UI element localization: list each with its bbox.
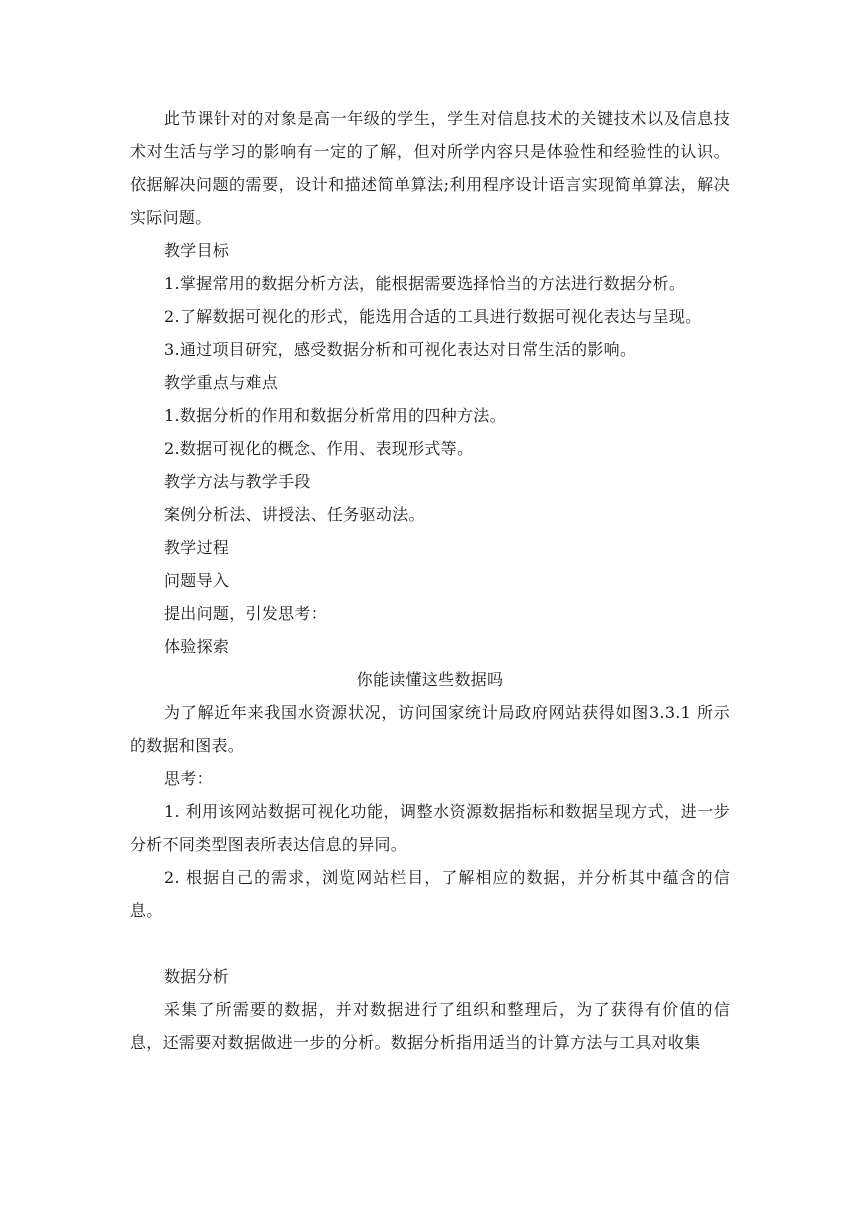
intro-question-text: 提出问题，引发思考：: [164, 604, 328, 623]
keypoint-item-2: 2.数据可视化的概念、作用、表现形式等。: [164, 439, 474, 458]
blank-line: [130, 927, 730, 960]
goals-heading: 教学目标: [164, 241, 230, 260]
analysis-text: 采集了所需要的数据，并对数据进行了组织和整理后，为了获得有价值的信息，还需要对数据做进一步的分析。数据分析指用适当的计算方法与工具对收集: [130, 1000, 730, 1052]
think-heading: 思考：: [164, 769, 213, 788]
think-item-1: 1. 利用该网站数据可视化功能，调整水资源数据指标和数据呈现方式，进一步分析不同类型图表所表达信息的异同。: [130, 802, 730, 854]
think-item-2: 2. 根据自己的需求，浏览网站栏目，了解相应的数据，并分析其中蕴含的信息。: [130, 868, 730, 920]
intro-question-heading: 问题导入: [164, 571, 230, 590]
explore-text: 为了解近年来我国水资源状况，访问国家统计局政府网站获得如图3.3.1 所示的数据和图表。: [130, 703, 730, 755]
explore-heading: 体验探索: [164, 637, 230, 656]
goal-item-1: 1.掌握常用的数据分析方法，能根据需要选择恰当的方法进行数据分析。: [164, 274, 686, 293]
methods-text: 案例分析法、讲授法、任务驱动法。: [164, 505, 425, 524]
keypoint-item-1: 1.数据分析的作用和数据分析常用的四种方法。: [164, 406, 506, 425]
goal-item-3: 3.通过项目研究，感受数据分析和可视化表达对日常生活的影响。: [164, 340, 637, 359]
explore-title: 你能读懂这些数据吗: [356, 670, 504, 689]
methods-heading: 教学方法与教学手段: [164, 472, 311, 491]
document-body: [130, 102, 730, 1059]
keypoints-heading: 教学重点与难点: [164, 373, 279, 392]
analysis-heading: 数据分析: [164, 967, 230, 986]
intro-paragraph: 此节课针对的对象是高一年级的学生，学生对信息技术的关键技术以及信息技术对生活与学习的影响有一定的了解，但对所学内容只是体验性和经验性的认识。依据解决问题的需要，设计和描述简单算法;利用程序设计语言实现简单算法，解决实际问题。: [130, 109, 730, 227]
process-heading: 教学过程: [164, 538, 230, 557]
goal-item-2: 2.了解数据可视化的形式，能选用合适的工具进行数据可视化表达与呈现。: [164, 307, 702, 326]
